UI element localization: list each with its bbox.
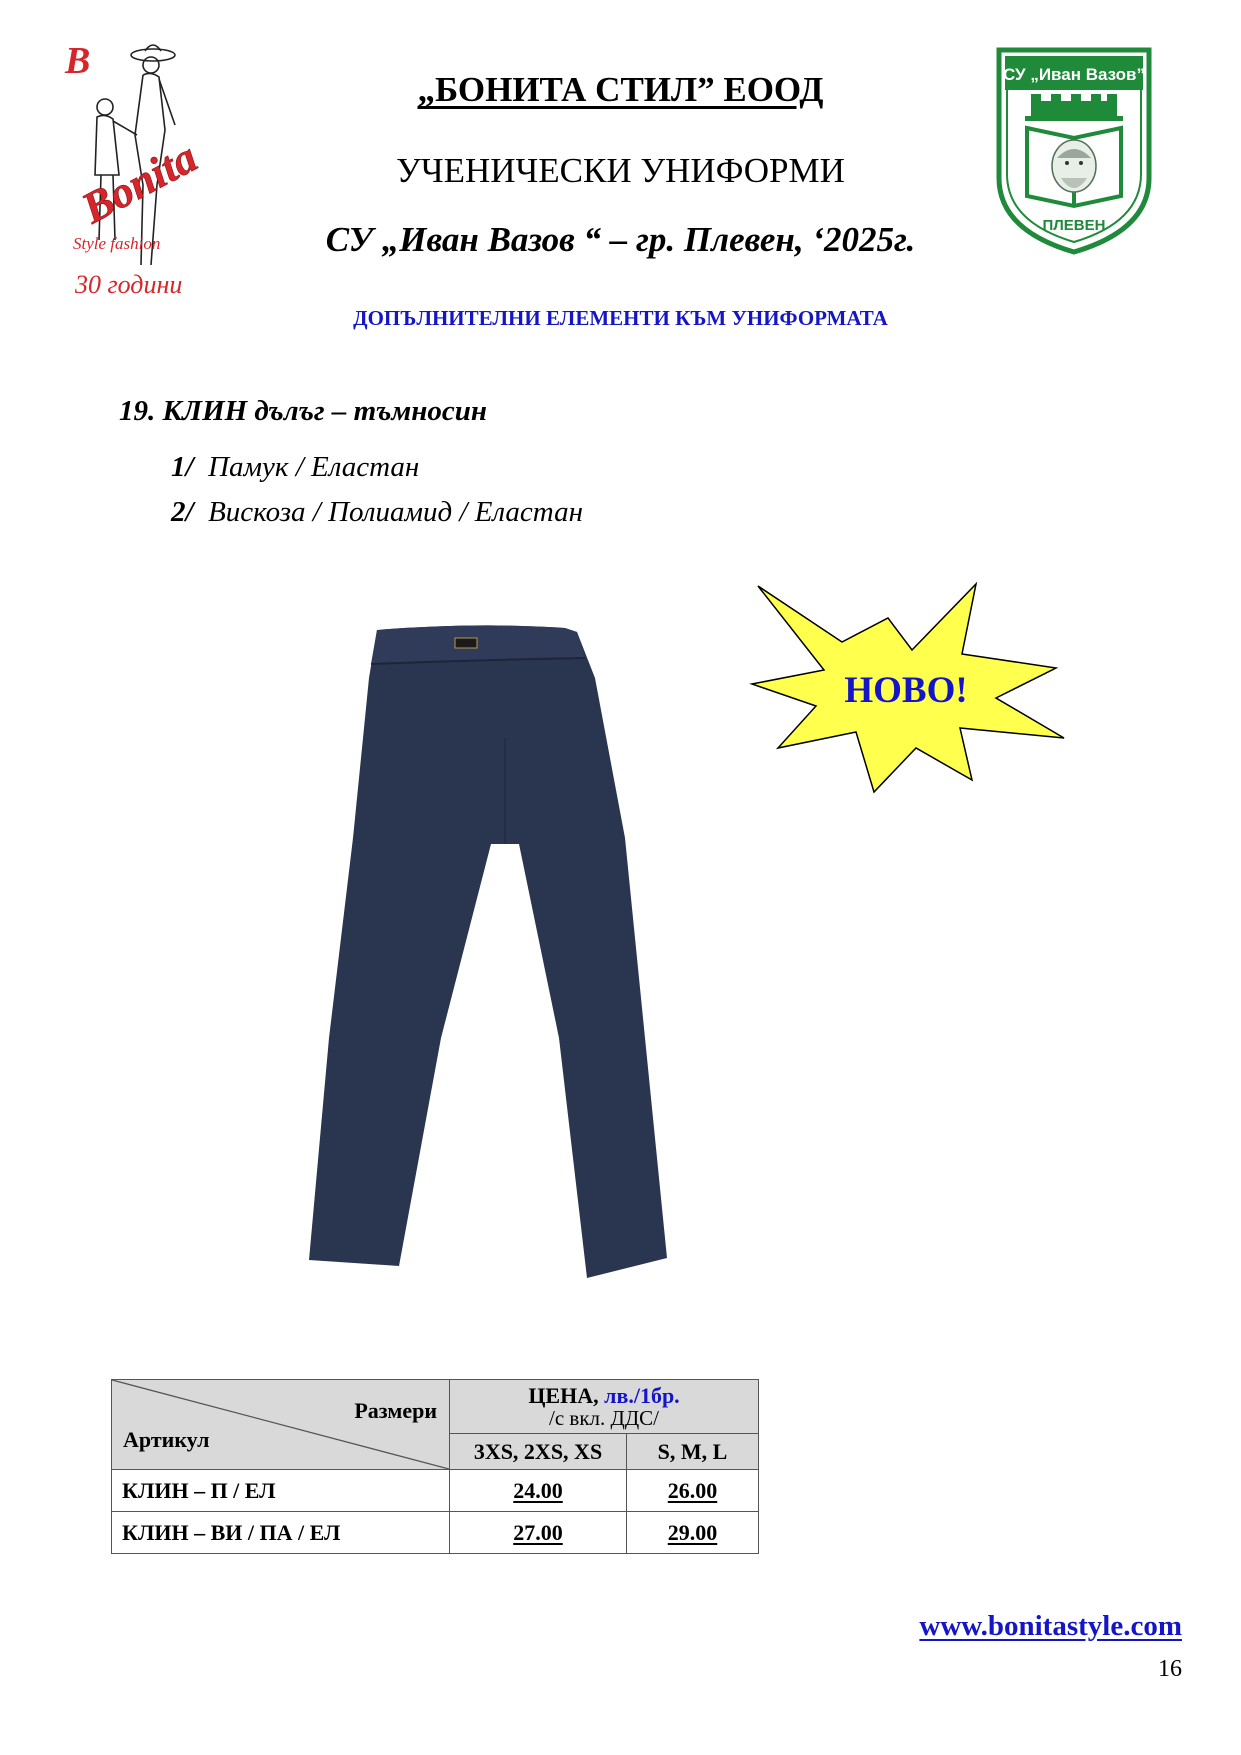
sizes-label: Размери bbox=[354, 1398, 437, 1423]
material-line-2 bbox=[171, 496, 583, 529]
crest-bottom-text: ПЛЕВЕН bbox=[1042, 217, 1106, 234]
new-badge-burst bbox=[746, 580, 1068, 795]
price-header bbox=[450, 1380, 759, 1434]
article-name: КЛИН – П / ЕЛ bbox=[112, 1470, 450, 1512]
product-heading: 19. КЛИН дълъг – тъмносин bbox=[119, 395, 487, 427]
document-subtitle: УЧЕНИЧЕСКИ УНИФОРМИ bbox=[396, 151, 845, 190]
price-cell: 26.00 bbox=[627, 1470, 759, 1512]
logo-name: Bonita bbox=[73, 132, 205, 233]
price-cell: 27.00 bbox=[450, 1512, 627, 1554]
leggings-photo bbox=[295, 618, 735, 1288]
price-label: ЦЕНА, bbox=[528, 1382, 599, 1408]
size-group-header: S, M, L bbox=[627, 1434, 759, 1470]
material-number: 2/ bbox=[171, 496, 194, 528]
table-row bbox=[112, 1512, 759, 1554]
price-cell: 29.00 bbox=[627, 1512, 759, 1554]
table-row bbox=[112, 1470, 759, 1512]
material-text: Вискоза / Полиамид / Еластан bbox=[208, 496, 583, 528]
logo-tagline: Style fashion bbox=[73, 234, 161, 253]
price-table bbox=[111, 1379, 759, 1554]
logo-letter: B bbox=[65, 40, 91, 82]
company-title: „БОНИТА СТИЛ” ЕООД bbox=[417, 70, 824, 109]
material-text: Памук / Еластан bbox=[208, 451, 420, 483]
price-unit: лв./1бр. bbox=[604, 1382, 680, 1408]
website-link[interactable]: www.bonitastyle.com bbox=[919, 1610, 1182, 1642]
school-line: СУ „Иван Вазов “ – гр. Плевен, ‘2025г. bbox=[325, 220, 916, 259]
brand-label-tag bbox=[455, 638, 477, 648]
article-name: КЛИН – ВИ / ПА / ЕЛ bbox=[112, 1512, 450, 1554]
new-badge-text: НОВО! bbox=[844, 670, 968, 711]
logo-years: 30 години bbox=[75, 270, 183, 299]
table-corner-header bbox=[112, 1380, 450, 1470]
material-number: 1/ bbox=[171, 451, 194, 483]
section-title: ДОПЪЛНИТЕЛНИ ЕЛЕМЕНТИ КЪМ УНИФОРМАТА bbox=[353, 306, 888, 330]
material-line-1 bbox=[171, 451, 419, 484]
price-cell: 24.00 bbox=[450, 1470, 627, 1512]
leggings-body bbox=[309, 625, 667, 1278]
article-label: Артикул bbox=[123, 1427, 210, 1452]
page-number: 16 bbox=[1158, 1656, 1182, 1682]
crest-top-text: СУ „Иван Вазов” bbox=[1002, 65, 1146, 84]
price-note: /с вкл. ДДС/ bbox=[549, 1405, 659, 1430]
size-group-header: 3XS, 2XS, XS bbox=[450, 1434, 627, 1470]
